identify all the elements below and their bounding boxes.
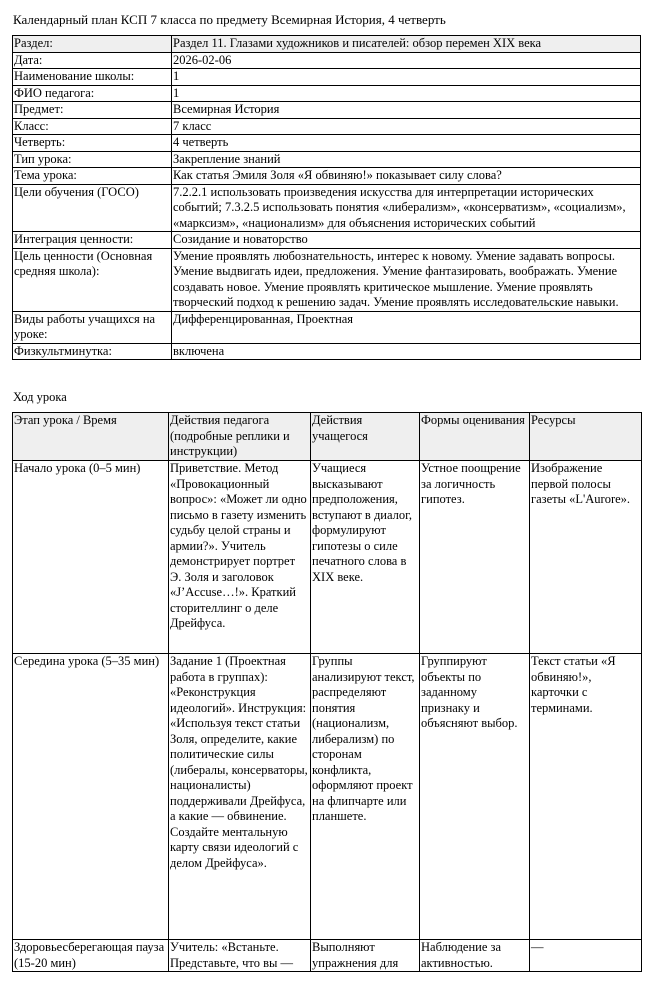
info-value: Всемирная История bbox=[172, 102, 641, 119]
info-value: Умение проявлять любознательность, интерес к новому. Умение задавать вопросы. Умение выдвигать идеи, предложения. Умение фантазировать, воображать. Умение создавать новое. Умение проявлять критическое мышление. Умение проявлять творческий подход к решению задач. Умение проявлять исследовательские навыки. bbox=[172, 248, 641, 311]
flow-header-row bbox=[13, 413, 642, 461]
teacher-actions-cell: Учитель: «Встаньте. Представьте, что вы — bbox=[169, 940, 311, 972]
student-actions-cell: Группы анализируют текст, распределяют понятия (национализм, либерализм) по сторонам конфликта, оформляют проект на флипчарте или планшете. bbox=[311, 654, 420, 940]
assessment-cell: Устное поощрение за логичность гипотез. bbox=[420, 461, 530, 654]
info-value: Созидание и новаторство bbox=[172, 232, 641, 249]
teacher-actions-cell: Задание 1 (Проектная работа в группах): «Реконструкция идеологий». Инструкция: «Используя текст статьи Золя, определите, какие политические силы (либералы, консерваторы, националисты) поддерживали Дрейфуса, а какие — обвинение. Создайте ментальную карту связи идеологий с делом Дрейфуса». bbox=[169, 654, 311, 940]
stage-cell: Середина урока (5–35 мин) bbox=[13, 654, 169, 940]
header-teacher-actions: Действия педагога (подробные реплики и инструкции) bbox=[169, 413, 311, 461]
info-row-work-types bbox=[13, 311, 641, 343]
info-row-physical-break bbox=[13, 343, 641, 360]
info-value: включена bbox=[172, 343, 641, 360]
info-row-lesson-type bbox=[13, 151, 641, 168]
info-row-section bbox=[13, 36, 641, 53]
info-row-date bbox=[13, 52, 641, 69]
info-key: Класс: bbox=[13, 118, 172, 135]
info-key: Предмет: bbox=[13, 102, 172, 119]
info-row-value-integration bbox=[13, 232, 641, 249]
info-key: Виды работы учащихся на уроке: bbox=[13, 311, 172, 343]
header-assessment: Формы оценивания bbox=[420, 413, 530, 461]
header-resources: Ресурсы bbox=[530, 413, 642, 461]
info-value: 2026-02-06 bbox=[172, 52, 641, 69]
info-value: 4 четверть bbox=[172, 135, 641, 152]
info-row-quarter bbox=[13, 135, 641, 152]
info-row-value-goal bbox=[13, 248, 641, 311]
lesson-flow-table bbox=[12, 412, 642, 972]
page-title: Календарный план КСП 7 класса по предмету Всемирная История, 4 четверть bbox=[13, 12, 446, 27]
info-key: Наименование школы: bbox=[13, 69, 172, 86]
assessment-cell: Группируют объекты по заданному признаку и объясняют выбор. bbox=[420, 654, 530, 940]
info-row-subject bbox=[13, 102, 641, 119]
resources-cell: Текст статьи «Я обвиняю!», карточки с терминами. bbox=[530, 654, 642, 940]
info-value: 1 bbox=[172, 85, 641, 102]
info-value: 7.2.2.1 использовать произведения искусства для интерпретации исторических событий; 7.3.2.5 использовать понятия «либерализм», «консерватизм», «социализм», «марксизм», «национализм» для объяснения исторических событий bbox=[172, 184, 641, 232]
resources-cell: Изображение первой полосы газеты «L'Aurore». bbox=[530, 461, 642, 654]
stage-cell: Начало урока (0–5 мин) bbox=[13, 461, 169, 654]
lesson-flow-heading: Ход урока bbox=[13, 390, 67, 404]
info-row-teacher bbox=[13, 85, 641, 102]
resources-cell: — bbox=[530, 940, 642, 972]
teacher-actions-cell: Приветствие. Метод «Провокационный вопрос»: «Может ли одно письмо в газету изменить судьбу целой страны и армии?». Учитель демонстрирует портрет Э. Золя и заголовок «J’Accuse…!». Краткий сторителлинг о деле Дрейфуса. bbox=[169, 461, 311, 654]
info-value: Закрепление знаний bbox=[172, 151, 641, 168]
assessment-cell: Наблюдение за активностью. bbox=[420, 940, 530, 972]
info-value: 7 класс bbox=[172, 118, 641, 135]
info-key: Цели обучения (ГОСО) bbox=[13, 184, 172, 232]
info-value: Раздел 11. Глазами художников и писателей: обзор перемен XIX века bbox=[172, 36, 641, 53]
info-key: Тема урока: bbox=[13, 168, 172, 185]
student-actions-cell: Выполняют упражнения для bbox=[311, 940, 420, 972]
info-value: Дифференцированная, Проектная bbox=[172, 311, 641, 343]
info-key: Физкультминутка: bbox=[13, 343, 172, 360]
info-key: ФИО педагога: bbox=[13, 85, 172, 102]
student-actions-cell: Учащиеся высказывают предположения, вступают в диалог, формулируют гипотезы о силе печатного слова в XIX веке. bbox=[311, 461, 420, 654]
header-stage: Этап урока / Время bbox=[13, 413, 169, 461]
info-row-topic bbox=[13, 168, 641, 185]
stage-cell: Здоровьесберегающая пауза (15-20 мин) bbox=[13, 940, 169, 972]
flow-row-start bbox=[13, 461, 642, 654]
info-key: Четверть: bbox=[13, 135, 172, 152]
flow-row-health-pause bbox=[13, 940, 642, 972]
info-row-school bbox=[13, 69, 641, 86]
lesson-info-table bbox=[12, 35, 641, 360]
info-row-grade bbox=[13, 118, 641, 135]
info-key: Раздел: bbox=[13, 36, 172, 53]
info-value: Как статья Эмиля Золя «Я обвиняю!» показывает силу слова? bbox=[172, 168, 641, 185]
info-row-learning-goals bbox=[13, 184, 641, 232]
header-student-actions: Действия учащегося bbox=[311, 413, 420, 461]
info-key: Интеграция ценности: bbox=[13, 232, 172, 249]
info-key: Тип урока: bbox=[13, 151, 172, 168]
flow-row-middle bbox=[13, 654, 642, 940]
info-key: Дата: bbox=[13, 52, 172, 69]
info-value: 1 bbox=[172, 69, 641, 86]
info-key: Цель ценности (Основная средняя школа): bbox=[13, 248, 172, 311]
